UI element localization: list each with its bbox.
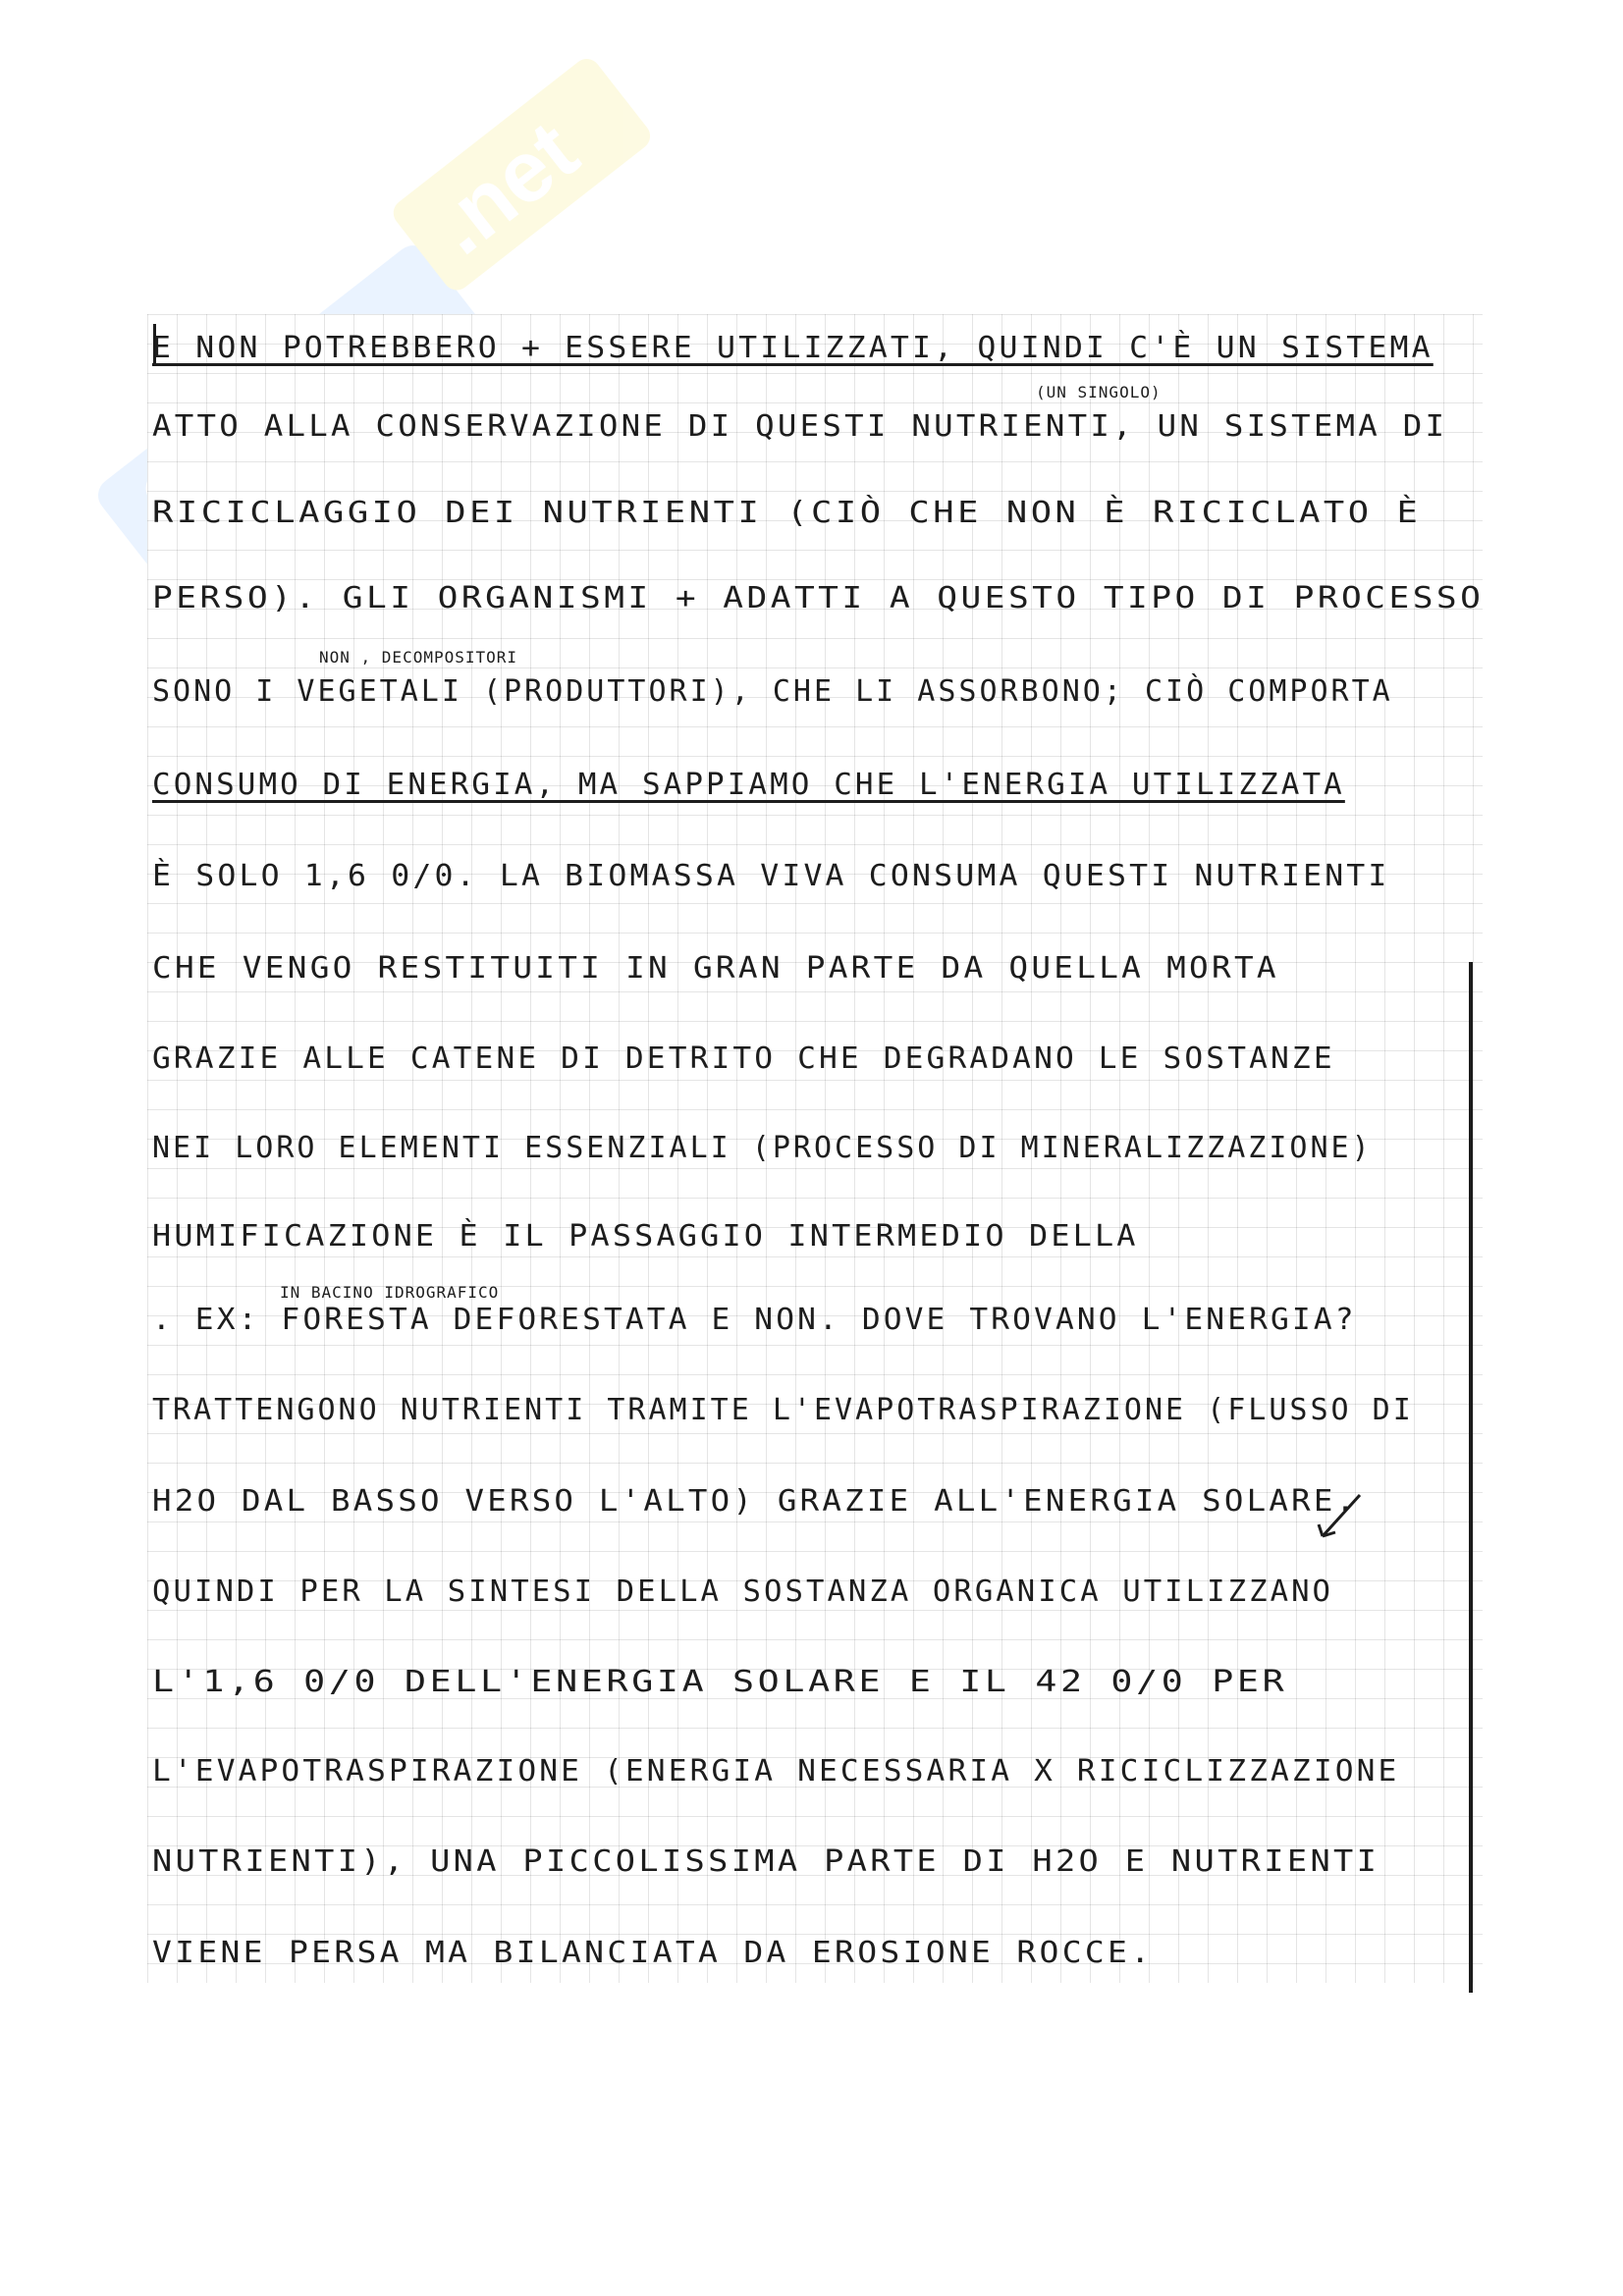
note-line-9: GRAZIE ALLE CATENE DI DETRITO CHE DEGRADANO LE SOSTANZE <box>152 1041 1335 1076</box>
note-line-6: CONSUMO DI ENERGIA, MA SAPPIAMO CHE L'ENERGIA UTILIZZATA <box>152 768 1345 802</box>
note-line-10: NEI LORO ELEMENTI ESSENZIALI (PROCESSO DI MINERALIZZAZIONE) <box>152 1131 1373 1165</box>
handwritten-notes <box>152 319 1485 1988</box>
note-line-7: È SOLO 1,6 0/0. LA BIOMASSA VIVA CONSUMA QUESTI NUTRIENTI <box>152 859 1390 893</box>
note-line-18: NUTRIENTI), UNA PICCOLISSIMA PARTE DI H2O E NUTRIENTI <box>152 1844 1380 1879</box>
arrow-icon <box>1311 1487 1370 1546</box>
note-line-11: HUMIFICAZIONE È IL PASSAGGIO INTERMEDIO DELLA <box>152 1219 1139 1254</box>
note-line-5: SONO I VEGETALI (PRODUTTORI), CHE LI ASSORBONO; CIÒ COMPORTA <box>152 674 1393 709</box>
note-line-16: L'1,6 0/0 DELL'ENERGIA SOLARE E IL 42 0/0 PER <box>152 1665 1288 1699</box>
note-line-2: ATTO ALLA CONSERVAZIONE DI QUESTI NUTRIENTI, UN SISTEMA DI <box>152 409 1448 444</box>
note-line-8: CHE VENGO RESTITUITI IN GRAN PARTE DA QUELLA MORTA <box>152 951 1279 986</box>
note-line-15: QUINDI PER LA SINTESI DELLA SOSTANZA ORGANICA UTILIZZANO <box>152 1575 1334 1609</box>
note-line-19: VIENE PERSA MA BILANCIATA DA EROSIONE ROCCE. <box>152 1936 1154 1970</box>
note-line-13: TRATTENGONO NUTRIENTI TRAMITE L'EVAPOTRASPIRAZIONE (FLUSSO DI <box>152 1393 1414 1427</box>
note-line-14: H2O DAL BASSO VERSO L'ALTO) GRAZIE ALL'ENERGIA SOLARE. <box>152 1484 1359 1519</box>
annotation-un-singolo: (UN SINGOLO) <box>1036 383 1162 401</box>
note-line-12: . EX: FORESTA DEFORESTATA E NON. DOVE TROVANO L'ENERGIA? <box>152 1303 1357 1337</box>
svg-text:.net: .net <box>413 101 596 273</box>
note-line-4: PERSO). GLI ORGANISMI + ADATTI A QUESTO TIPO DI PROCESSO <box>152 581 1485 615</box>
note-line-3: RICICLAGGIO DEI NUTRIENTI (CIÒ CHE NON È RICICLATO È <box>152 496 1422 530</box>
annotation-non-decompositori: NON , DECOMPOSITORI <box>319 648 518 667</box>
annotation-bacino-idrografico: IN BACINO IDROGRAFICO <box>280 1283 500 1302</box>
note-line-1: E NON POTREBBERO + ESSERE UTILIZZATI, QUINDI C'È UN SISTEMA <box>152 331 1434 365</box>
note-line-17: L'EVAPOTRASPIRAZIONE (ENERGIA NECESSARIA X RICICLIZZAZIONE <box>152 1754 1400 1789</box>
